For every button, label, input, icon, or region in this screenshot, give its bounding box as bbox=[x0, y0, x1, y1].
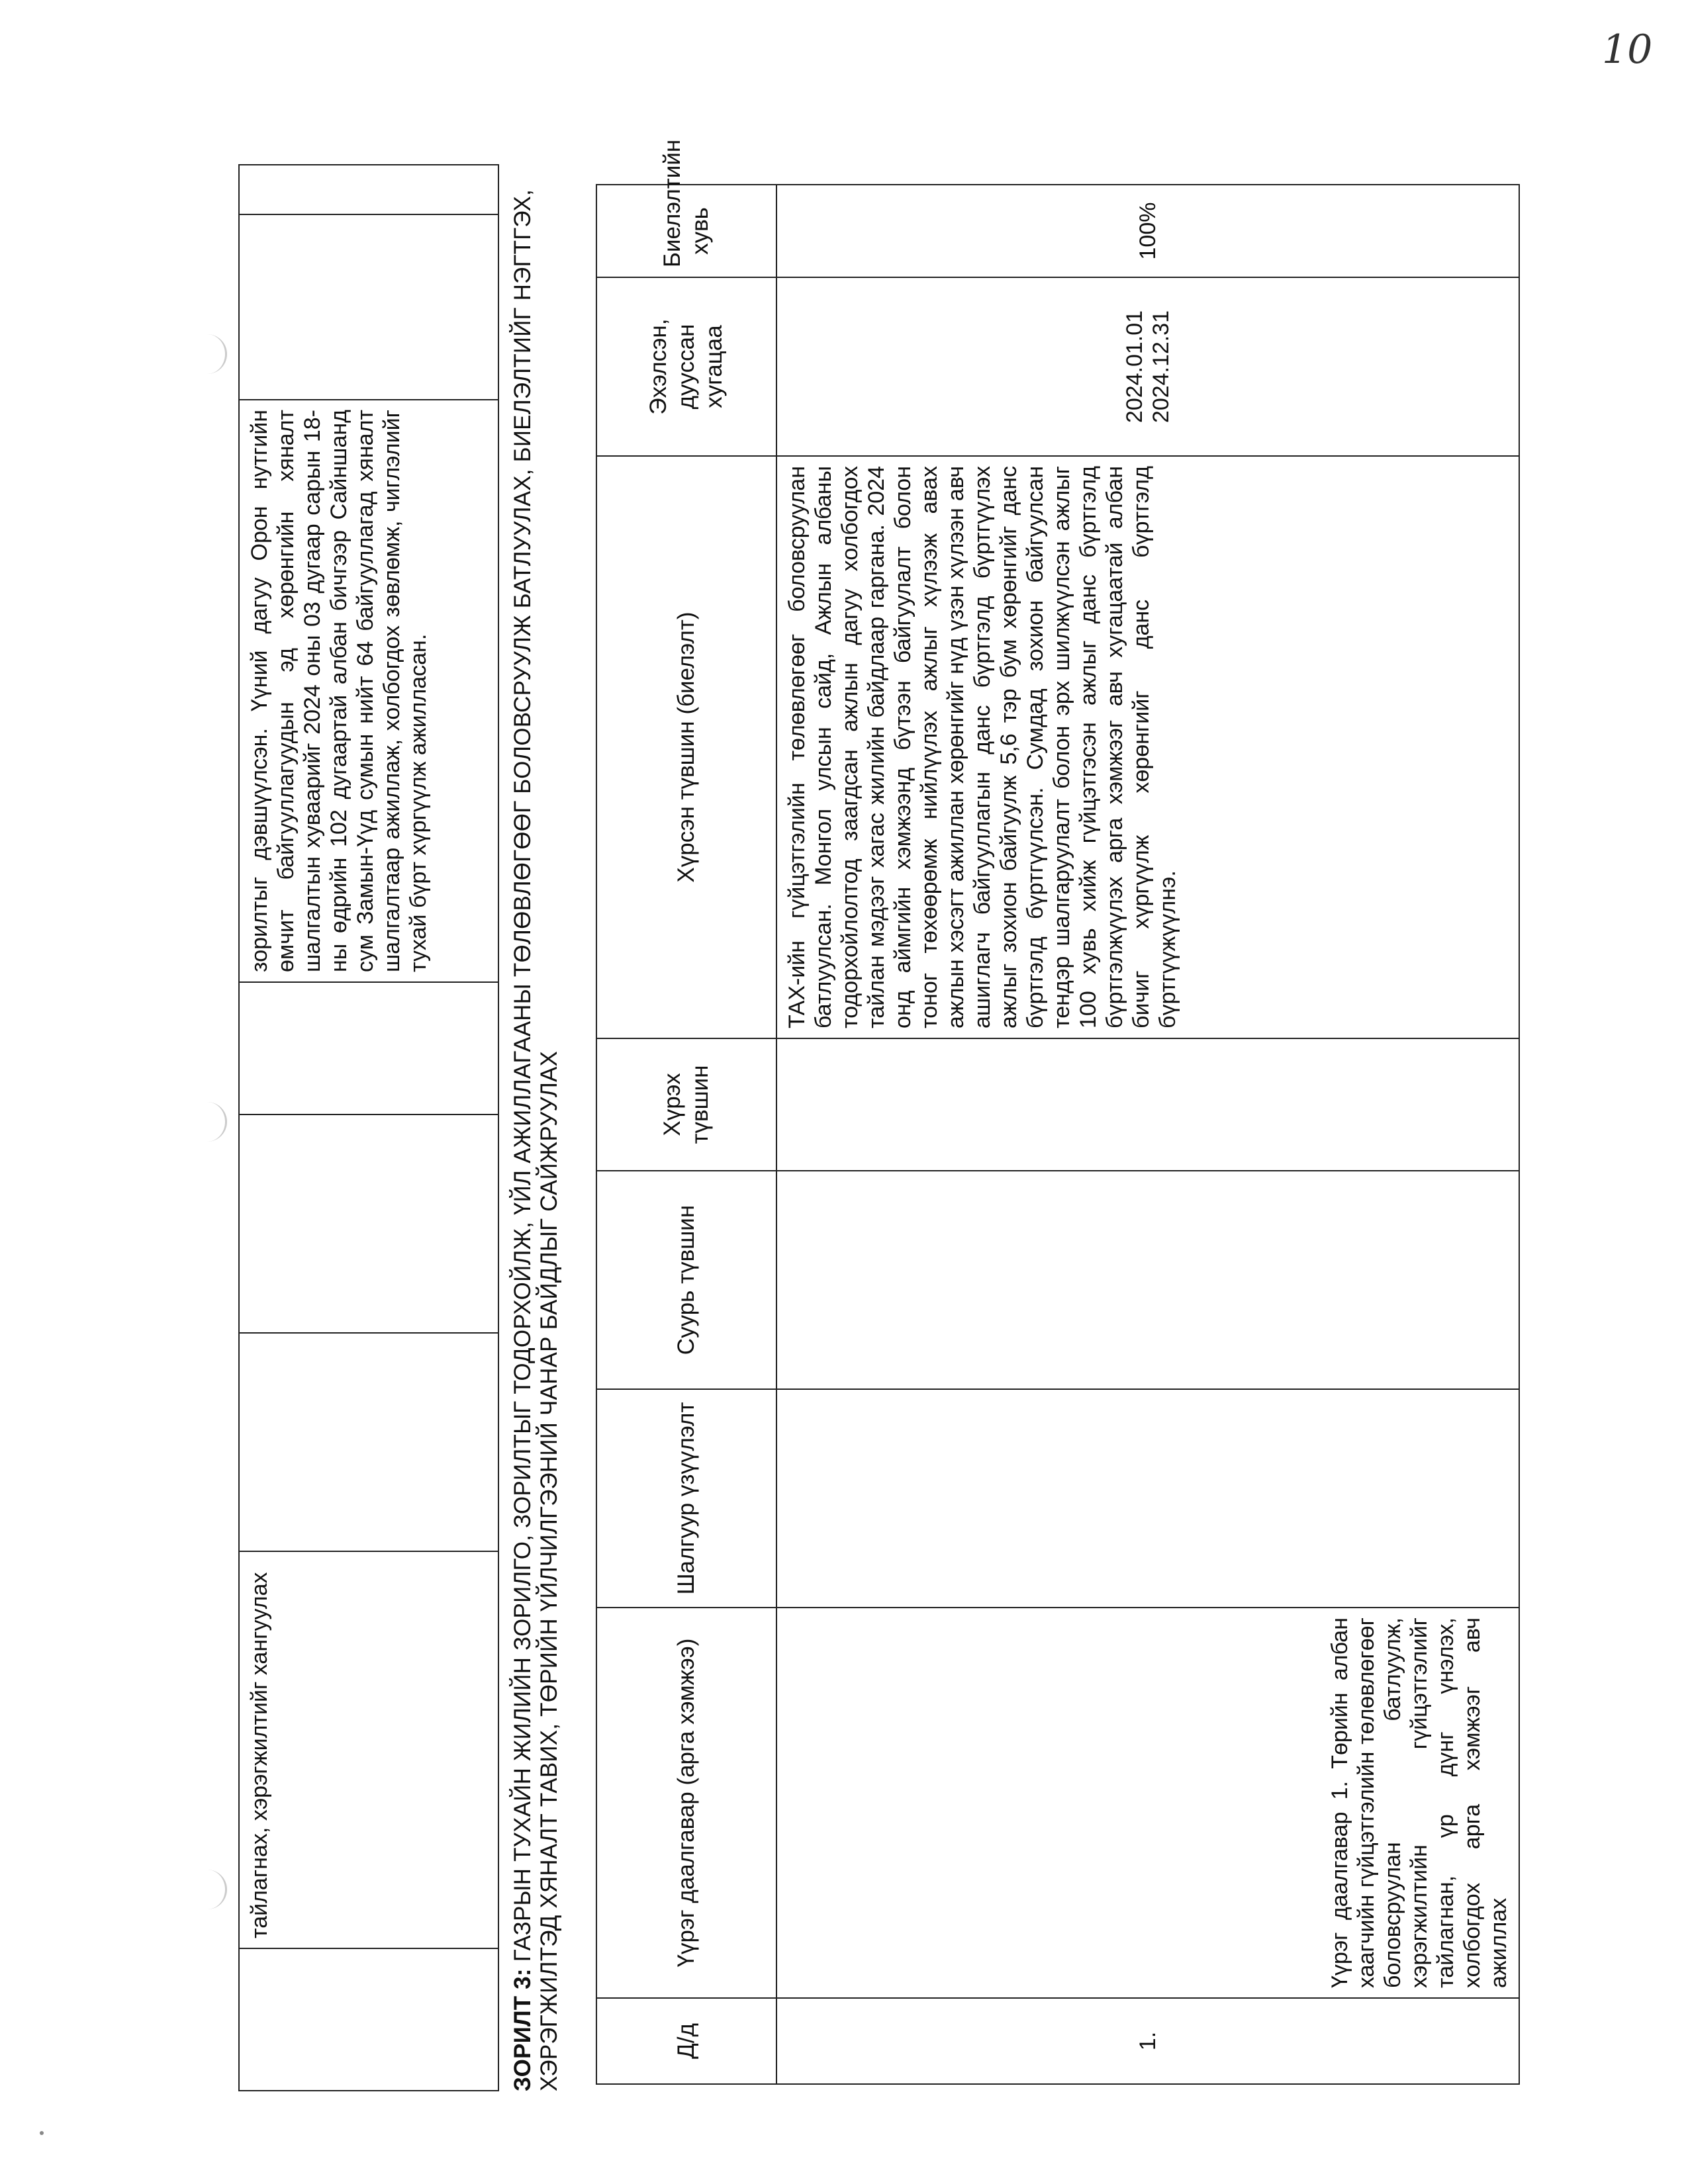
cell-percent bbox=[239, 165, 498, 214]
cell-period bbox=[239, 214, 498, 400]
header-period: Эхэлсэн, дууссан хугацаа bbox=[596, 277, 776, 456]
row-number: 1. bbox=[776, 1998, 1519, 2084]
header-dd: Д/д bbox=[596, 1998, 776, 2084]
header-baseline: Суурь түвшин bbox=[596, 1171, 776, 1389]
scan-dot bbox=[40, 2131, 44, 2135]
cell-target bbox=[239, 982, 498, 1115]
page-number: 10 bbox=[1602, 26, 1653, 73]
cell-baseline bbox=[239, 1115, 498, 1333]
cell-task: тайлагнах, хэрэгжилтийг хангуулах bbox=[239, 1551, 498, 1948]
header-row bbox=[596, 185, 776, 2084]
period-start: 2024.01.01 bbox=[1122, 310, 1147, 424]
row-criteria bbox=[776, 1389, 1519, 1608]
row-percent: 100% bbox=[776, 185, 1519, 277]
section-label: ЗОРИЛТ 3: bbox=[510, 1968, 536, 2091]
cell-achieved: зорилтыг дэвшүүлсэн. Үүний дагуу Орон нутгийн өмчит байгууллагуудын эд хөрөнгийн хяналт шалгалтын хуваарийг 2024 оны 03 дугаар сарын 18-ны өдрийн 102 дугаартай албан бичгээр Сайншанд сум Замын-Үүд сумын нийт 64 байгууллагад хяналт шалгалтаар ажиллаж, холбогдох зөвлөмж, чиглэлийг тухай бүрт хүргүүлж ажилласан. bbox=[239, 400, 498, 982]
row-target bbox=[776, 1038, 1519, 1171]
row-achieved: ТАХ-ийн гүйцэтгэлийн төлөвлөгөөг боловсруулан батлуулсан. Монгол улсын сайд, Ажлын албаны тодорхойлолтод заагдсан ажлын дагуу холбогдох тайлан мэдээг хагас жилийн байдлаар гаргана. 2024 онд аймгийн хэмжээнд бүтээн байгуулалт болон тоног төхөөрөмж нийлүүлэх ажлыг хүлээж авах ажлын хэсэгт ажиллан хөрөнгийг нүд үзэн хүлээн авч ашиглагч байгууллагын данс бүртгэлд бүртгүүлэх ажлыг зохион байгуулж 5,6 тэр бум хөрөнгийг данс бүртгэлд бүртгүүлсэн. Сумдад зохион байгуулсан тендэр шалгаруулалт болон эрх шилжүүлсэн ажлыг 100 хувь хийж гүйцэтгэсэн ажлыг данс бүртгэлд бүртгэлжүүлэх арга хэмжээг авч хугацаатай албан бичиг хүргүүлж хөрөнгийг данс бүртгэлд бүртгүүжүүлнэ. bbox=[776, 456, 1519, 1038]
header-achieved: Хүрсэн түвшин (биелэлт) bbox=[596, 456, 776, 1038]
row-baseline bbox=[776, 1171, 1519, 1389]
header-target: Хүрэх түвшин bbox=[596, 1038, 776, 1171]
section-text: ГАЗРЫН ТУХАЙН ЖИЛИЙН ЗОРИЛГО, ЗОРИЛТЫГ ТОДОРХОЙЛЖ, ҮЙЛ АЖИЛЛАГААНЫ ТӨЛӨВЛӨГӨӨГ БОЛОВСРУУЛЖ БАТЛУУЛАХ, БИЕЛЭЛТИЙГ НЭГТГЭХ, ХЭРЭГЖИЛТЭД ХЯНАЛТ ТАВИХ, ТӨРИЙН ҮЙЛЧИЛГЭЭНИЙ ЧАНАР БАЙДЛЫГ САЙЖРУУЛАХ bbox=[510, 189, 562, 2091]
cell-criteria bbox=[239, 1333, 498, 1551]
period-end: 2024.12.31 bbox=[1149, 310, 1174, 424]
continuation-table bbox=[238, 164, 499, 2091]
table-row bbox=[776, 185, 1519, 2084]
row-period bbox=[776, 277, 1519, 456]
table-row bbox=[239, 165, 498, 2091]
cell-dd bbox=[239, 1948, 498, 2091]
section-heading bbox=[510, 139, 563, 2091]
main-table bbox=[596, 139, 1520, 2085]
header-percent: Биелэлтийн хувь bbox=[596, 185, 776, 277]
header-criteria: Шалгуур үзүүлэлт bbox=[596, 1389, 776, 1608]
row-task: Үүрэг даалгавар 1. Төрийн албан хаагчийн гүйцэтгэлийн төлөвлөгөөг боловсруулан батлуулж, хэрэгжилтийн гүйцэтгэлийг тайлагнан, үр дүнг үнэлэх, холбогдох арга хэмжээг авч ажиллах bbox=[776, 1608, 1519, 1998]
header-task: Үүрэг даалгавар (арга хэмжээ) bbox=[596, 1608, 776, 1998]
